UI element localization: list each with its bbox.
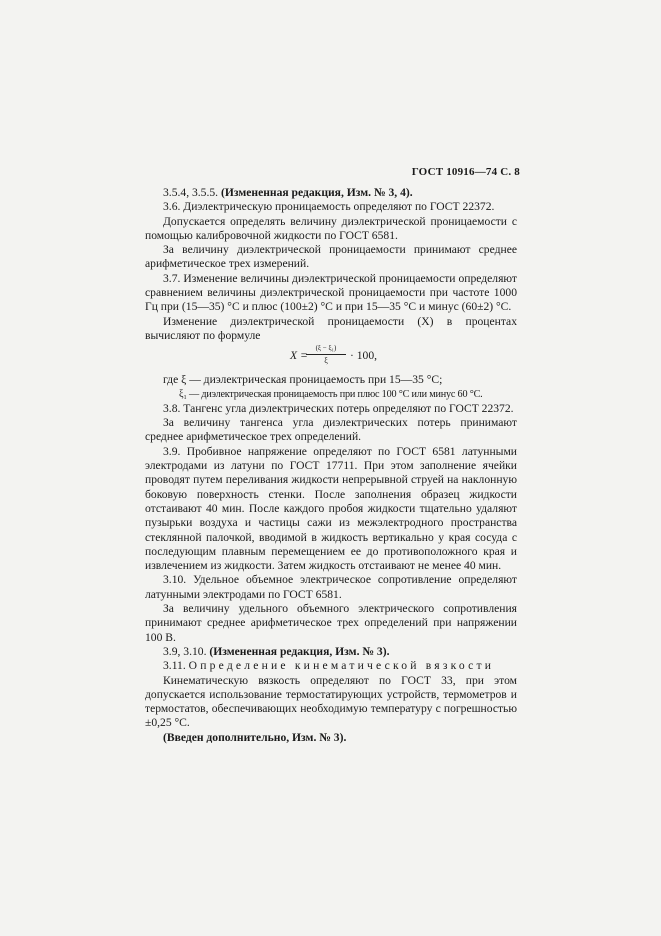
paragraph-formula-intro: Изменение диэлектрической проницаемости (X) в процентах вычисляют по формуле	[145, 314, 517, 342]
amendment-note: (Измененная редакция, Изм. № 3, 4).	[220, 186, 413, 199]
formula-numerator: (ξ − ξ₁)	[306, 344, 346, 355]
paragraph-3-8: 3.8. Тангенс угла диэлектрических потерь определяют по ГОСТ 22372.	[163, 401, 514, 415]
formula-rhs: · 100,	[350, 349, 378, 363]
paragraph-tangent-average: За величину тангенса угла диэлектрических потерь принимают среднее арифметическое трех определений.	[145, 416, 517, 444]
paragraph-3-6: 3.6. Диэлектрическую проницаемость определяют по ГОСТ 22372.	[163, 200, 495, 214]
amendment-note: (Введен дополнительно, Изм. № 3).	[163, 730, 347, 744]
amendment-note: (Измененная редакция, Изм. № 3).	[209, 644, 390, 658]
paragraph-calibration: Допускается определять величину диэлектрической проницаемости с помощью калибровочной жидкости по ГОСТ 6581.	[145, 214, 517, 242]
paragraph-3-10: 3.10. Удельное объемное электрическое сопротивление определяют латунными электродами по ГОСТ 6581.	[145, 573, 517, 601]
clause-number: 3.5.4, 3.5.5.	[163, 186, 221, 199]
formula	[145, 344, 517, 368]
paragraph-3-5-4	[145, 186, 517, 200]
paragraph-average: За величину диэлектрической проницаемости принимают среднее арифметическое трех измерений.	[145, 243, 517, 271]
paragraph-3-7: 3.7. Изменение величины диэлектрической проницаемости определяют сравнением величины диэлектрической проницаемости при частоте 1000 Гц при (15—35) °С и плюс (100±2) °С и при 15—35 °С и минус (60±2) °С.	[145, 271, 517, 314]
paragraph-3-9: 3.9. Пробивное напряжение определяют по ГОСТ 6581 латунными электродами из латуни по ГОСТ 17711. При этом заполнение ячейки проводят путем переливания жидкости непрерывной струей на наклонную боковую поверхность стенки. После заполнения образец жидкости отстаивают 40 мин. После каждого пробоя жидкости тщательно удаляют пузырьки воздуха и частицы сажи из межэлектродного пространства стеклянной палочкой, вводимой в жидкость вертикально у края сосуда с последующим плавным перемещением ее до противоположного края и извлечением из жидкости. Затем жидкость отстаивают не менее 40 мин.	[145, 444, 517, 573]
formula-where-1: где ξ — диэлектрическая проницаемость при 15—35 °С;	[163, 373, 443, 387]
clause-number: 3.11.	[163, 659, 189, 673]
formula-lhs: X =	[290, 349, 308, 363]
page-header: ГОСТ 10916—74 С. 8	[411, 166, 520, 178]
section-title: Определение кинематической вязкости	[188, 659, 495, 673]
formula-denominator: ξ	[324, 356, 328, 366]
clause-number: 3.9, 3.10.	[163, 644, 210, 658]
paragraph-viscosity: Кинематическую вязкость определяют по ГОСТ 33, при этом допускается использование термостатирующих устройств, термометров и термостатов, обеспечивающих необходимую температуру с погрешностью ±0,25 °С.	[145, 673, 517, 730]
paragraph-3-11	[145, 659, 517, 673]
formula-fraction	[306, 344, 346, 366]
paragraph-resistance-average: За величину удельного объемного электрического сопротивления принимают среднее арифметическое трех определений при напряжении 100 В.	[145, 602, 517, 644]
paragraph-3-9-3-10	[145, 645, 517, 659]
formula-where-2: ξ₁ — диэлектрическая проницаемость при плюс 100 °С или минус 60 °С.	[179, 388, 483, 400]
paragraph-introduced-note	[145, 731, 517, 745]
document-body	[145, 186, 517, 745]
